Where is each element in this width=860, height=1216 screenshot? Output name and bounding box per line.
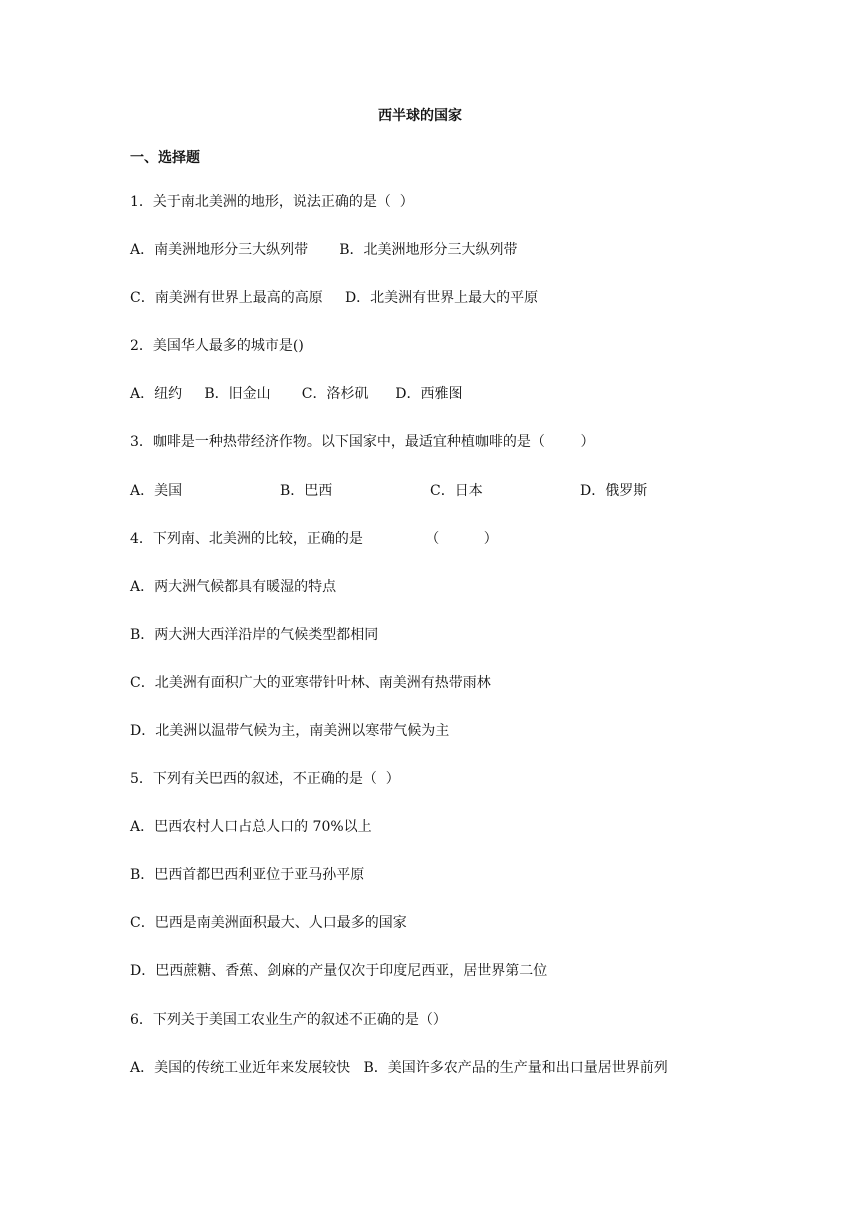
question-5-option-c: C．巴西是南美洲面积最大、人口最多的国家 bbox=[130, 915, 407, 931]
question-4-option-d: D．北美洲以温带气候为主，南美洲以寒带气候为主 bbox=[130, 723, 450, 739]
question-6-options-row-1: A．美国的传统工业近年来发展较快 B．美国许多农产品的生产量和出口量居世界前列 bbox=[130, 1060, 668, 1076]
question-2-stem: 2．美国华人最多的城市是() bbox=[130, 338, 304, 354]
question-4-option-a: A．两大洲气候都具有暖湿的特点 bbox=[130, 579, 337, 595]
question-3-option-a: A．美国 bbox=[130, 483, 183, 499]
question-6-stem: 6．下列关于美国工农业生产的叙述不正确的是（） bbox=[130, 1012, 447, 1028]
question-4-stem: 4．下列南、北美洲的比较，正确的是 （ ） bbox=[130, 531, 498, 547]
question-4-option-b: B．两大洲大西洋沿岸的气候类型都相同 bbox=[130, 627, 379, 643]
question-4-option-c: C．北美洲有面积广大的亚寒带针叶林、南美洲有热带雨林 bbox=[130, 675, 491, 691]
question-3-option-d: D．俄罗斯 bbox=[580, 483, 648, 499]
question-5-option-b: B．巴西首都巴西利亚位于亚马孙平原 bbox=[130, 867, 365, 883]
question-1-stem: 1．关于南北美洲的地形，说法正确的是（ ） bbox=[130, 194, 414, 210]
question-3-stem: 3．咖啡是一种热带经济作物。以下国家中，最适宜种植咖啡的是（ ） bbox=[130, 434, 595, 450]
question-3-option-b: B．巴西 bbox=[280, 483, 333, 499]
question-2-options-row-1: A．纽约 B．旧金山 C．洛杉矶 D．西雅图 bbox=[130, 386, 463, 402]
question-5-option-a: A．巴西农村人口占总人口的 70%以上 bbox=[130, 819, 372, 835]
question-5-stem: 5．下列有关巴西的叙述，不正确的是（ ） bbox=[130, 771, 400, 787]
question-1-options-row-1: A．南美洲地形分三大纵列带 B．北美洲地形分三大纵列带 bbox=[130, 242, 518, 258]
section-heading: 一、选择题 bbox=[130, 150, 200, 166]
question-3-option-c: C．日本 bbox=[430, 483, 483, 499]
question-5-option-d: D．巴西蔗糖、香蕉、剑麻的产量仅次于印度尼西亚，居世界第二位 bbox=[130, 963, 548, 979]
document-title: 西半球的国家 bbox=[378, 108, 462, 124]
question-1-options-row-2: C．南美洲有世界上最高的高原 D．北美洲有世界上最大的平原 bbox=[130, 290, 539, 306]
